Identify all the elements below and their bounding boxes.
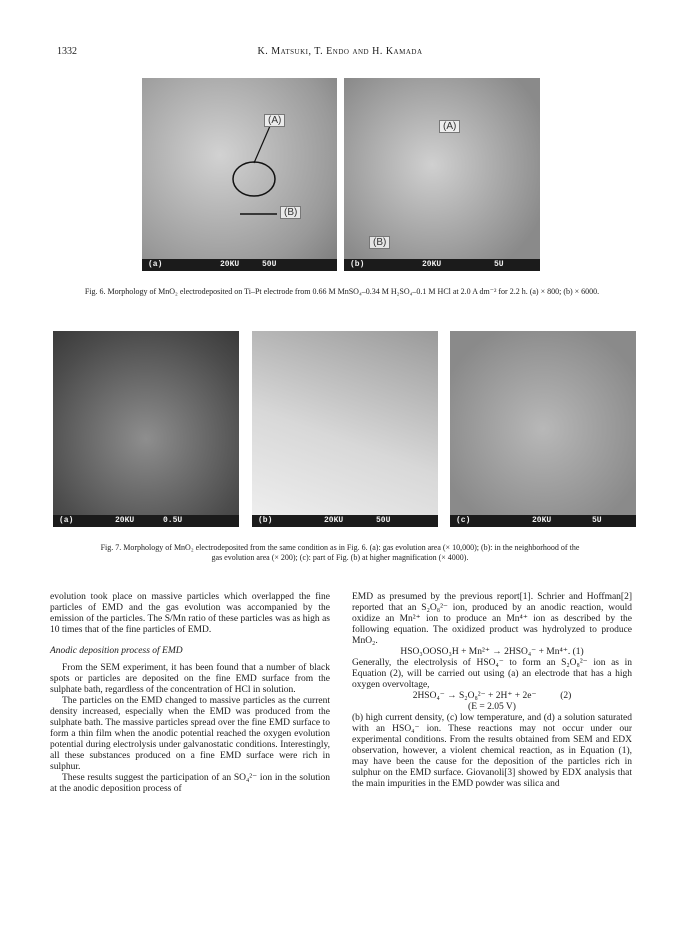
page-number: 1332 xyxy=(57,46,77,57)
scale-bar: (a) 20KU 0.5U xyxy=(53,515,239,527)
paragraph: From the SEM experiment, it has been found that a number of black spots or particles are deposited on the fine EMD surface from the sulphate bath, regardless of the concentration of HCl in solution. xyxy=(50,663,330,695)
label-B: (B) xyxy=(280,206,301,219)
running-header-authors: K. Matsuki, T. Endo and H. Kamada xyxy=(257,46,423,57)
paragraph: These results suggest the participation of an SO₄²⁻ ion in the solution at the anodic deposition process of xyxy=(50,773,330,794)
scale-bar: (a) 20KU 50U xyxy=(142,259,337,271)
left-column xyxy=(50,592,330,795)
equation-1: HSO₃OOSO₃H + Mn²⁺ → 2HSO₄⁻ + Mn⁴⁺. (1) xyxy=(400,647,584,657)
scale-bar: (c) 20KU 5U xyxy=(450,515,636,527)
right-column xyxy=(352,592,632,790)
figure-7-caption: Fig. 7. Morphology of MnO₂ electrodeposited from the same condition as in Fig. 6. (a): gas evolution area (× 10,000); (b): in the neighborhood of the gas evolution area (× 200); (c): part of Fig. (b) at higher magnification (× 4000). xyxy=(100,543,580,562)
figure-6-panel-a xyxy=(142,78,337,271)
figure-7-panel-b xyxy=(252,331,438,527)
label-B: (B) xyxy=(369,236,390,249)
equation-2-condition: (E = 2.05 V) xyxy=(468,702,516,712)
paragraph: EMD as presumed by the previous report[1]. Schrier and Hoffman[2] reported that an S₂O₈²⁻ ion, produced by an anodic reaction, would oxidize an Mn²⁺ ion to produce an Mn⁴⁺ ion as described by the following equation. The oxidized product was hydrolyzed to produce MnO₂. xyxy=(352,592,632,646)
section-heading: Anodic deposition process of EMD xyxy=(50,646,183,656)
equation-2: 2HSO₄⁻ → S₂O₈²⁻ + 2H⁺ + 2e⁻ (2) xyxy=(412,691,572,701)
label-A: (A) xyxy=(439,120,460,133)
paragraph: Generally, the electrolysis of HSO₄⁻ to form an S₂O₈²⁻ ion as in Equation (2), will be carried out using (a) an electrode that has a high oxygen overvoltage, xyxy=(352,658,632,690)
label-A: (A) xyxy=(264,114,285,127)
circle-annotation xyxy=(142,78,337,271)
paragraph: evolution took place on massive particles which overlapped the fine particles of EMD and the gas evolution was accompanied by the emission of the particles. The S/Mn ratio of these particles was as high as 10 times that of the fine particles of EMD. xyxy=(50,592,330,635)
paragraph: (b) high current density, (c) low temperature, and (d) a solution saturated with an HSO₄⁻ ion. These reactions may not occur under our experimental conditions. From the results obtained from SEM and EDX observation, however, a violent chemical reaction, as in Equation (1), may have been the cause for the deposition of the particles rich in sulphur on the EMD surface. Giovanoli[3] showed by EDX analysis that the main impurities in the EMD powder was silica and xyxy=(352,713,632,789)
figure-7-panel-a xyxy=(53,331,239,527)
scale-bar: (b) 20KU 5U xyxy=(344,259,540,271)
scale-bar: (b) 20KU 50U xyxy=(252,515,438,527)
figure-7-panel-c xyxy=(450,331,636,527)
figure-6-caption: Fig. 6. Morphology of MnO₂ electrodeposited on Ti–Pt electrode from 0.66 M MnSO₄–0.34 M H₂SO₄–0.1 M HCl at 2.0 A dm⁻² for 2.2 h. (a) × 800; (b) × 6000. xyxy=(84,287,600,296)
paragraph: The particles on the EMD changed to massive particles as the current density increased, especially when the EMD was produced from the sulphate bath. The massive particles spread over the fine EMD surface to form a thin film when the anodic potential reached the oxygen evolution potential during electrolysis under galvanostatic conditions. Interestingly, all these substances produced on a fine EMD surface were rich in sulphur. xyxy=(50,696,330,772)
figure-6-panel-b xyxy=(344,78,540,271)
